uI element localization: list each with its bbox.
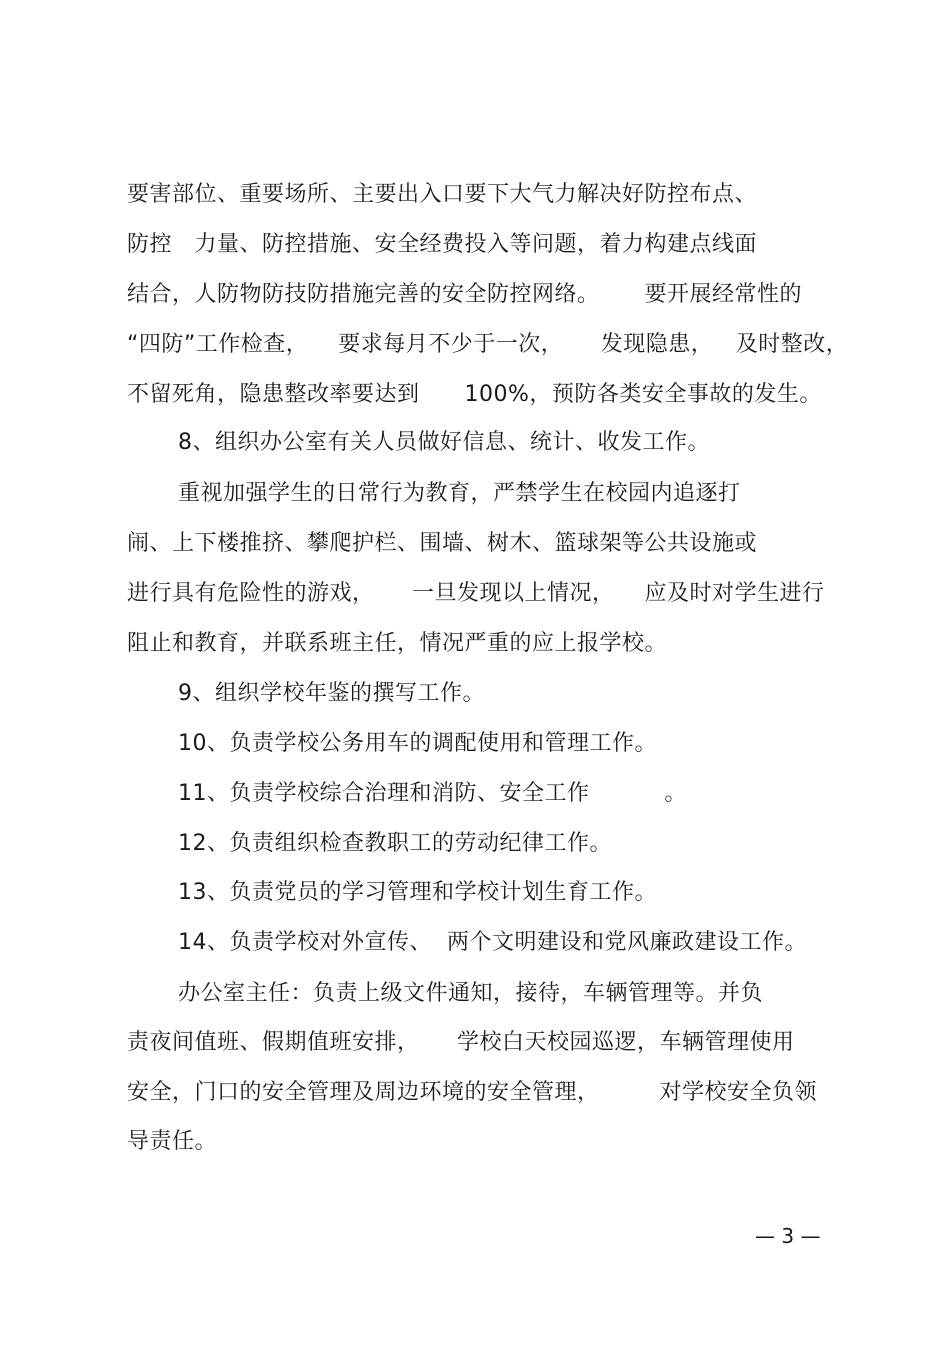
text-line: 11、负责学校综合治理和消防、安全工作 。 bbox=[178, 781, 687, 806]
text-line: 14、负责学校对外宣传、 两个文明建设和党风廉政建设工作。 bbox=[178, 930, 807, 955]
text-line: 结合，人防物防技防措施完善的安全防控网络。 要开展经常性的 bbox=[127, 282, 802, 307]
text-line: 8、组织办公室有关人员做好信息、统计、收发工作。 bbox=[178, 430, 710, 455]
text-line: 安全，门口的安全管理及周边环境的安全管理， 对学校安全负领 bbox=[127, 1080, 817, 1105]
text-line: 阻止和教育，并联系班主任，情况严重的应上报学校。 bbox=[127, 631, 668, 656]
text-line: 办公室主任：负责上级文件通知，接待，车辆管理等。并负 bbox=[178, 981, 764, 1006]
text-line: 责夜间值班、假期值班安排， 学校白天校园巡逻，车辆管理使用 bbox=[127, 1030, 795, 1055]
text-line: 闹、上下楼推挤、攀爬护栏、围墙、树木、篮球架等公共设施或 bbox=[127, 531, 758, 556]
text-line: 进行具有危险性的游戏， 一旦发现以上情况， 应及时对学生进行 bbox=[127, 581, 825, 606]
text-line: 不留死角，隐患整改率要达到 100%，预防各类安全事故的发生。 bbox=[127, 382, 822, 407]
text-line: 要害部位、重要场所、主要出入口要下大气力解决好防控布点、 bbox=[127, 182, 758, 207]
text-line: 13、负责党员的学习管理和学校计划生育工作。 bbox=[178, 880, 657, 905]
text-line: 防控 力量、防控措施、安全经费投入等问题，着力构建点线面 bbox=[127, 232, 757, 257]
text-line: 12、负责组织检查教职工的劳动纪律工作。 bbox=[178, 831, 612, 856]
text-line: 9、组织学校年鉴的撰写工作。 bbox=[178, 681, 485, 706]
text-line: 10、负责学校公务用车的调配使用和管理工作。 bbox=[178, 731, 657, 756]
page-number: — 3 — bbox=[755, 1224, 821, 1248]
text-line: 重视加强学生的日常行为教育，严禁学生在校园内追逐打 bbox=[178, 481, 741, 506]
text-line: “四防”工作检查， 要求每月不少于一次， 发现隐患， 及时整改， bbox=[127, 332, 849, 357]
text-line: 导责任。 bbox=[127, 1129, 218, 1154]
